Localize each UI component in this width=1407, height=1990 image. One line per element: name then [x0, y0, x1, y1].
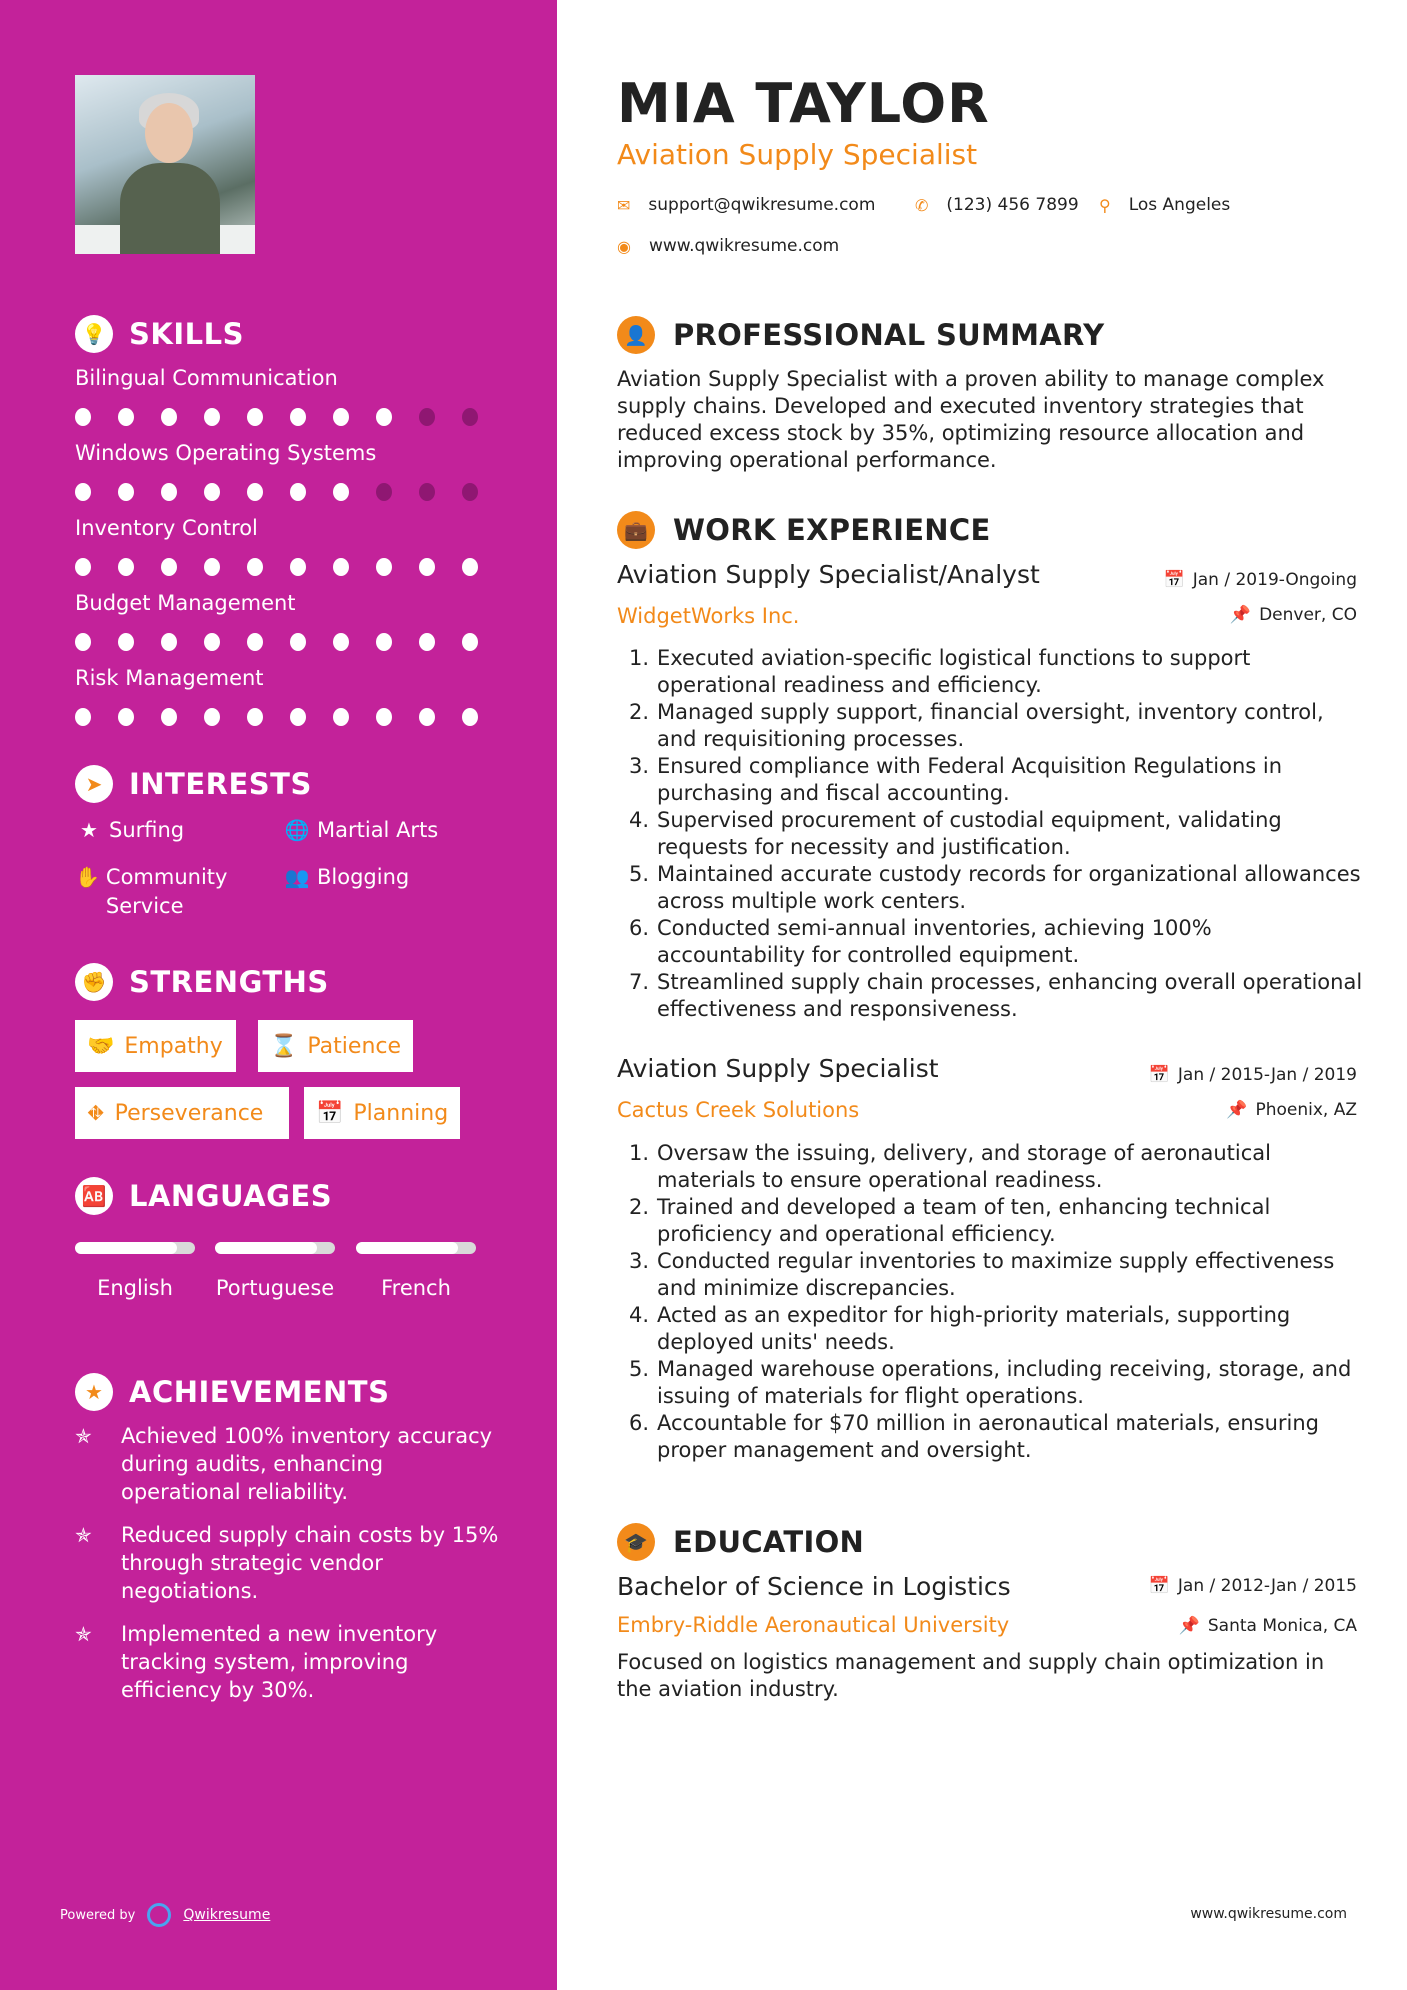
duty-item: 6. Conducted semi-annual inventories, achieving 100% accountability for controlled equipment.: [629, 916, 1212, 967]
rating-dot: [376, 633, 392, 651]
rating-dot: [376, 483, 392, 501]
rating-dot: [462, 483, 478, 501]
qwikresume-link[interactable]: Qwikresume: [183, 1907, 271, 1923]
strength-badge: 🤝 Empathy: [75, 1020, 236, 1072]
job-duties: [629, 1140, 1365, 1464]
fist-icon: ✊: [75, 963, 113, 1001]
rating-dot: [462, 633, 478, 651]
rating-dot: [290, 483, 306, 501]
duty-item: 2. Trained and developed a team of ten, enhancing technical proficiency and operational efficiency.: [629, 1195, 1271, 1246]
shooting-star-icon: ✯: [75, 1424, 92, 1448]
rating-dot: [75, 408, 91, 426]
interest-item: ★ Surfing: [75, 816, 184, 845]
duty-item: 2. Managed supply support, financial oversight, inventory control, and requisitioning processes.: [629, 700, 1324, 751]
rating-dot: [419, 483, 435, 501]
education-heading: 🎓 EDUCATION: [617, 1523, 864, 1561]
rating-dot: [204, 708, 220, 726]
rating-dot: [75, 633, 91, 651]
experience-heading: 💼 WORK EXPERIENCE: [617, 511, 991, 549]
paper-plane-icon: ➤: [75, 765, 113, 803]
job-title: Aviation Supply Specialist/Analyst: [617, 560, 1040, 589]
education-dates: 📅 Jan / 2012-Jan / 2015: [1148, 1576, 1357, 1596]
pin-icon: 📌: [1178, 1616, 1200, 1636]
rating-dot: [118, 558, 134, 576]
rating-dot: [247, 483, 263, 501]
user-icon: 👤: [617, 316, 655, 354]
achievement-item: ✯ Reduced supply chain costs by 15% through strategic vendor negotiations.: [75, 1523, 499, 1603]
interests-heading: ➤ INTERESTS: [75, 765, 312, 803]
language-level-bar: [75, 1242, 195, 1254]
education-description: Focused on logistics management and supply chain optimization in the aviation industry.: [617, 1650, 1325, 1701]
rating-dot: [247, 408, 263, 426]
rating-dot: [462, 708, 478, 726]
skill-item: [75, 591, 505, 651]
duty-item: 3. Conducted regular inventories to maximize supply effectiveness and minimize discrepancies.: [629, 1249, 1335, 1300]
rating-dot: [161, 708, 177, 726]
qwikresume-logo-icon: [147, 1903, 171, 1927]
rating-dot: [247, 558, 263, 576]
achievements-heading: ★ ACHIEVEMENTS: [75, 1373, 389, 1411]
calendar-icon: 📅: [316, 1100, 344, 1126]
hourglass-icon: ⌛: [270, 1033, 298, 1059]
rating-dot: [118, 408, 134, 426]
rating-dot: [204, 408, 220, 426]
strength-badge: ⌛ Patience: [258, 1020, 413, 1072]
skill-label: Windows Operating Systems: [75, 441, 377, 465]
strengths-heading: ✊ STRENGTHS: [75, 963, 329, 1001]
job-location: 📌 Phoenix, AZ: [1226, 1100, 1357, 1120]
rating-dot: [161, 408, 177, 426]
contact-location: ⚲ Los Angeles: [1099, 195, 1231, 215]
achievement-item: ✯ Achieved 100% inventory accuracy during audits, enhancing operational reliability.: [75, 1424, 493, 1504]
rating-dot: [290, 633, 306, 651]
shooting-star-icon: ✯: [75, 1622, 92, 1646]
interest-item: 👥 Blogging: [283, 863, 409, 892]
office-chair-icon: 💼: [617, 511, 655, 549]
rating-dot: [290, 408, 306, 426]
school-name: Embry-Riddle Aeronautical University: [617, 1613, 1010, 1637]
rating-dot: [376, 708, 392, 726]
language-item: French: [356, 1242, 476, 1302]
job-dates: 📅 Jan / 2019-Ongoing: [1163, 570, 1357, 590]
rating-dot: [118, 708, 134, 726]
globe-icon: ◉: [617, 236, 631, 256]
map-pin-icon: ⚲: [1099, 195, 1111, 215]
star-icon: ★: [80, 818, 98, 842]
languages-heading: 🆎 LANGUAGES: [75, 1177, 332, 1215]
education-location: 📌 Santa Monica, CA: [1178, 1616, 1357, 1636]
skill-label: Risk Management: [75, 666, 264, 690]
duty-item: 6. Accountable for $70 million in aeronautical materials, ensuring proper management and oversight.: [629, 1411, 1319, 1462]
users-icon: 👥: [284, 865, 310, 889]
skill-rating: [75, 483, 505, 501]
rating-dot: [376, 408, 392, 426]
rating-dot: [118, 633, 134, 651]
skill-item: [75, 666, 505, 726]
language-icon: 🆎: [75, 1177, 113, 1215]
interest-item: ✋ Community Service: [75, 865, 228, 918]
footer-url[interactable]: www.qwikresume.com: [1190, 1906, 1347, 1922]
job-dates: 📅 Jan / 2015-Jan / 2019: [1148, 1065, 1357, 1085]
rating-dot: [204, 558, 220, 576]
rating-dot: [333, 408, 349, 426]
degree-title: Bachelor of Science in Logistics: [617, 1572, 1011, 1601]
candidate-role: Aviation Supply Specialist: [617, 138, 978, 171]
duty-item: 5. Maintained accurate custody records for organizational allowances across multiple work centers.: [629, 862, 1361, 913]
rating-dot: [333, 558, 349, 576]
duty-item: 3. Ensured compliance with Federal Acquisition Regulations in purchasing and fiscal accounting.: [629, 754, 1283, 805]
shooting-star-icon: ✯: [75, 1523, 92, 1547]
language-item: English: [75, 1242, 195, 1302]
rating-dot: [290, 708, 306, 726]
powered-by: Powered by Qwikresume: [60, 1903, 270, 1927]
rating-dot: [204, 633, 220, 651]
rating-dot: [75, 558, 91, 576]
duty-item: 7. Streamlined supply chain processes, enhancing overall operational effectiveness and responsiveness.: [629, 970, 1363, 1021]
contact-email[interactable]: ✉ support@qwikresume.com: [617, 195, 876, 215]
skill-rating: [75, 633, 505, 651]
rating-dot: [462, 408, 478, 426]
duty-item: 5. Managed warehouse operations, including receiving, storage, and issuing of materials for flight operations.: [629, 1357, 1352, 1408]
job-duties: [629, 645, 1365, 1023]
duty-item: 1. Executed aviation-specific logistical functions to support operational readiness and efficiency.: [629, 646, 1251, 697]
calendar-icon: 📅: [1148, 1065, 1170, 1085]
sidebar: [0, 0, 557, 1990]
rating-dot: [376, 558, 392, 576]
rating-dot: [75, 483, 91, 501]
skill-rating: [75, 558, 505, 576]
job-company: WidgetWorks Inc.: [617, 604, 800, 628]
rating-dot: [118, 483, 134, 501]
job-location: 📌 Denver, CO: [1229, 605, 1357, 625]
graduation-icon: 🎓: [617, 1523, 655, 1561]
pin-icon: 📌: [1226, 1100, 1248, 1120]
rating-dot: [333, 483, 349, 501]
calendar-icon: 📅: [1148, 1576, 1170, 1596]
language-level-bar: [356, 1242, 476, 1254]
rating-dot: [247, 708, 263, 726]
envelope-icon: ✉: [617, 195, 631, 215]
skill-label: Bilingual Communication: [75, 366, 338, 390]
rating-dot: [419, 558, 435, 576]
profile-photo: [75, 75, 255, 254]
language-item: Portuguese: [215, 1242, 335, 1302]
achievement-item: ✯ Implemented a new inventory tracking system, improving efficiency by 30%.: [75, 1622, 438, 1702]
contact-website[interactable]: ◉ www.qwikresume.com: [617, 236, 840, 256]
main-content: [557, 0, 1407, 1990]
rating-dot: [161, 633, 177, 651]
duty-item: 1. Oversaw the issuing, delivery, and storage of aeronautical materials to ensure operational readiness.: [629, 1141, 1272, 1192]
lightbulb-icon: 💡: [75, 315, 113, 353]
skill-item: [75, 516, 505, 576]
handshake-icon: 🤝: [87, 1033, 115, 1059]
rating-dot: [161, 483, 177, 501]
rating-dot: [419, 408, 435, 426]
duty-item: 4. Acted as an expeditor for high-priority materials, supporting deployed units' needs.: [629, 1303, 1291, 1354]
skill-label: Budget Management: [75, 591, 296, 615]
strength-badge: ⛖ Perseverance: [75, 1087, 289, 1139]
calendar-icon: 📅: [1163, 570, 1185, 590]
rating-dot: [161, 558, 177, 576]
skills-heading: 💡 SKILLS: [75, 315, 244, 353]
road-icon: ⛖: [87, 1100, 105, 1126]
skill-item: [75, 366, 505, 426]
strength-badge: 📅 Planning: [304, 1087, 460, 1139]
interest-item: 🌐 Martial Arts: [283, 816, 438, 845]
job-company: Cactus Creek Solutions: [617, 1098, 860, 1122]
candidate-name: MIA TAYLOR: [617, 72, 990, 135]
hand-icon: ✋: [75, 865, 100, 889]
skill-rating: [75, 408, 505, 426]
rating-dot: [419, 708, 435, 726]
language-level-bar: [215, 1242, 335, 1254]
rating-dot: [462, 558, 478, 576]
pin-icon: 📌: [1229, 605, 1252, 625]
star-badge-icon: ★: [75, 1373, 113, 1411]
contact-phone: ✆ (123) 456 7899: [915, 195, 1079, 215]
globe-icon: 🌐: [284, 818, 310, 842]
duty-item: 4. Supervised procurement of custodial equipment, validating requests for necessity and justification.: [629, 808, 1282, 859]
skill-rating: [75, 708, 505, 726]
job-title: Aviation Supply Specialist: [617, 1054, 939, 1083]
summary-heading: 👤 PROFESSIONAL SUMMARY: [617, 316, 1104, 354]
summary-text: Aviation Supply Specialist with a proven ability to manage complex supply chains. Developed and executed inventory strategies that reduced excess stock by 35%, optimizing resource allocation and improving operational performance.: [617, 367, 1325, 472]
rating-dot: [247, 633, 263, 651]
skill-label: Inventory Control: [75, 516, 258, 540]
phone-icon: ✆: [915, 195, 929, 215]
rating-dot: [419, 633, 435, 651]
rating-dot: [333, 633, 349, 651]
skill-item: [75, 441, 505, 501]
rating-dot: [333, 708, 349, 726]
rating-dot: [204, 483, 220, 501]
rating-dot: [75, 708, 91, 726]
rating-dot: [290, 558, 306, 576]
